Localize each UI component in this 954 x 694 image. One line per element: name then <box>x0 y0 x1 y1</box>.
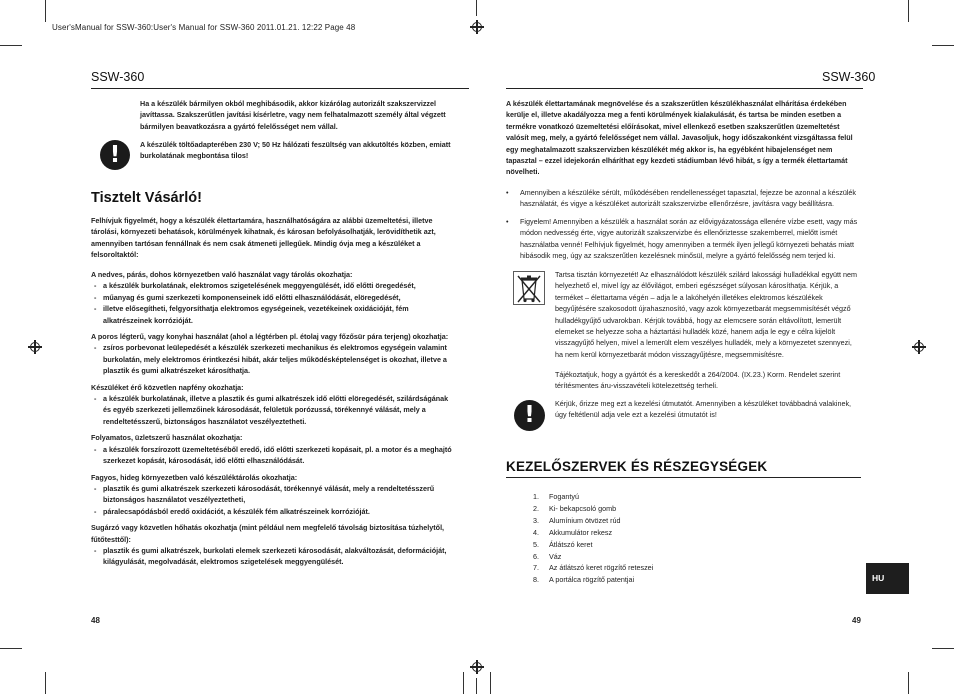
registration-mark-icon <box>912 340 926 354</box>
group-title: A nedves, párás, dohos környezetben való használat vagy tárolás okozhatja: <box>91 270 353 279</box>
language-tab: HU <box>866 563 909 594</box>
crop-mark <box>476 678 477 694</box>
list-item: - a készülék burkolatának, illetve a plasztik és gumi alkatrészek idő előtti elöregedését, szilárdságának és egyéb szerkezeti jellemzőinek károsodását, felületük porózussá, törékennyé válását, mely a rendeltetésszerű, biztonságos használatot veszélyeztetheti. <box>91 393 453 427</box>
parts-list-item: 2. Ki- bekapcsoló gomb <box>533 503 617 513</box>
keep-manual-notice: Kérjük, őrizze meg ezt a kezelési útmutatót. Amennyiben a készüléket továbbadná valakinek, úgy feltétlenül adja vele ezt a kezelési útmutatót is! <box>555 399 852 420</box>
group-title: Fagyos, hideg környezetben való készüléktárolás okozhatja: <box>91 472 298 482</box>
list-item: - zsíros porbevonat leülepedését a készülék szerkezeti mechanikus és elektromos egységein valamint burkolatán, mely elektromos érintkezési hibát, akár teljes működésképtelenséget is okozhat, illetve a plasztik és gumi alkatrészeket károsíthatja. <box>91 342 453 376</box>
crop-mark <box>45 0 46 22</box>
group <box>91 432 453 466</box>
right-page-number: 49 <box>852 616 861 625</box>
parts-list-item: 3. Alumínium ötvözet rúd <box>533 515 621 525</box>
parts-title-rule <box>506 477 861 478</box>
list-item: - illetve elősegítheti, felgyorsíthatja elektromos egységeinek, vezetékeinek oxidációját, fém alkatrészeinek korrózióját. <box>91 303 453 326</box>
crop-mark <box>463 672 464 694</box>
parts-list <box>525 491 653 586</box>
bullet-item: • Figyelem! Amennyiben a készülék a használat során az elővigyázatossága ellenére vízbe esett, vagy más módon nedvesség érte, vigye autorizált szakszervizbe és ellenőriztesse szakemberrel, mielőtt ismét használatba venné! Felhívjuk figyelmét, hogy amennyiben a termék ilyen jellegű környezeti behatás miatt hibásodik meg, úgy az szakszerűtlen kezelésnek minősül, melyre a gyártó felelősség nem terjed ki. <box>506 216 858 262</box>
recycling-notice: Tartsa tisztán környezetét! Az elhasználódott készülék szilárd lakossági hulladékkal együtt nem helyezhető el, mivel így az élővilágot, emberi egészséget súlyosan károsíthatja. Kérjük, a terméket – élettartama végén – adja le a lakóhelyén illetékes elektromos készülékek begyűjtésére szakosodott újrahasznosító, vagy azok környezetbarát megsemmisítését végző hulladékgyűjtő udvarokban. Kérjük továbbá, hogy az elemcsere során eltávolított, lemerült elemeket se helyezze soha a háztartási hulladék közé, hanem adja le egy e célra kijelölt visszagyűjtő helyen, mivel a lemerült elem veszélyes hulladék, mely a környezetet szennyezi, ha nem kerül környezetbarát módon visszagyűjtésre, megsemmisítésre. <box>555 270 858 359</box>
parts-list-item: 8. A portálca rögzítő patentjai <box>533 575 635 585</box>
group <box>91 269 453 326</box>
group-title: Folyamatos, üzletszerű használat okozhatja: <box>91 433 243 443</box>
registration-mark-icon <box>470 660 484 674</box>
right-header-rule <box>506 88 863 89</box>
crop-mark <box>908 0 909 22</box>
bullet-item: • Amennyiben a készüléke sérült, működésében rendellenességet tapasztal, fejezze be azonnal a készülék használatát, és vigye a készüléket autorizált szakszervizbe ellenőrzésre, javításra vagy beállításra. <box>506 187 858 210</box>
charger-warning: A készülék töltőadapterében 230 V; 50 Hz hálózati feszültség van akkutöltés közben, emiatt burkolatának megbontása tilos! <box>140 140 451 161</box>
left-model-name: SSW-360 <box>91 70 145 84</box>
group <box>91 331 453 377</box>
group <box>91 382 453 428</box>
list-item: - a készülék burkolatának, elektromos szigetelésének meggyengülését, idő előtti öregedését, <box>91 280 453 291</box>
registration-mark-icon <box>470 20 484 34</box>
crossed-out-bin-icon <box>513 271 545 305</box>
registration-mark-icon <box>28 340 42 354</box>
page-heading: Tisztelt Vásárló! <box>91 190 202 206</box>
parts-list-item: 4. Akkumulátor rekesz <box>533 527 613 537</box>
crop-mark <box>932 45 954 46</box>
list-item: - páralecsapódásból eredő oxidációt, a készülék fém alkatrészeinek korrózióját. <box>91 506 453 517</box>
environment-groups <box>91 269 453 568</box>
group <box>91 522 453 568</box>
crop-mark <box>0 648 22 649</box>
warning-bullets <box>506 187 858 267</box>
recycling-legal-note: Tájékoztatjuk, hogy a gyártót és a kereskedőt a 264/2004. (IX.23.) Korm. Rendelet szerint térítésmentes áru-visszavételi kötelezettség terheli. <box>555 370 841 391</box>
parts-list-item: 5. Átlátszó keret <box>533 539 593 549</box>
list-item: - műanyag és gumi szerkezeti komponenseinek idő előtti elhasználódását, elöregedését, <box>91 292 453 303</box>
left-header-rule <box>91 88 469 89</box>
parts-section-title: KEZELŐSZERVEK ÉS RÉSZEGYSÉGEK <box>506 459 768 474</box>
crop-mark <box>490 672 491 694</box>
parts-list-item: 7. Az átlátszó keret rögzítő reteszei <box>533 563 654 573</box>
intro-notice: Felhívjuk figyelmét, hogy a készülék élettartamára, használhatóságára az alábbi üzemeltetési, illetve tárolási, környezeti behatások, körülmények kihatnak, és károsan befolyásolhatják, lerövidíthetik azt, amennyiben tartósan fennállnak és nem csak átmeneti jellegűek. Mindig óvja meg a készüléket a felsoroltaktól: <box>91 216 436 260</box>
crop-mark <box>0 45 22 46</box>
list-item: - a készülék forszírozott üzemeltetéséből eredő, idő előtti szerkezeti kopásait, pl. a motor és a meghajtó szerkezet kopását, károsodását, idő előtti elhasználódását. <box>91 444 453 467</box>
list-item: - plasztik és gumi alkatrészek, burkolati elemek szerkezeti károsodását, alakváltozását, deformációját, kilágyulását, megolvadását, elektromos szigetelések meggyengülését. <box>91 545 453 568</box>
left-page-number: 48 <box>91 616 100 625</box>
group <box>91 472 453 518</box>
list-item: - plasztik és gumi alkatrészek szerkezeti károsodását, törékennyé válását, mely a rendeltetésszerű biztonságos használatot veszélyeztetheti, <box>91 483 453 506</box>
crop-mark <box>932 648 954 649</box>
lifetime-paragraph: A készülék élettartamának megnövelése és a szakszerűtlen készülékhasználat elhárítása érdekében kerülje el, illetve akadályozza meg a fenti körülmények kialakulását, és tartsa be minden esetben a termékre vonatkozó üzemeltetési előírásokat, mivel ellenkező esetben szakszerűtlen üzemeltetést valósít meg, mely, a gyártó felelősséget nem vállal. Javasoljuk, hogy időszakonként vizsgáltassa felül egy meghatalmazott szakszervizben készülékét még akkor is, ha egyébként hibajelenséget nem tapasztal – ezzel idejekorán elháríthat egy kezdeti stádiumban lévő hibát, s így a termék élettartamát növelheti. <box>506 99 853 177</box>
exclamation-icon: ! <box>100 140 130 170</box>
crop-mark <box>908 672 909 694</box>
group-title: Készüléket érő közvetlen napfény okozhatja: <box>91 382 244 392</box>
crop-mark <box>476 0 477 16</box>
parts-list-item: 1. Fogantyú <box>533 492 579 501</box>
parts-list-item: 6. Váz <box>533 551 562 561</box>
group-title: Sugárzó vagy közvetlen hőhatás okozhatja (mint például nem megfelelő távolság biztosítása túzhelytől, fűtőtesttől): <box>91 523 445 544</box>
group-title: A poros légterű, vagy konyhai használat (ahol a légtérben pl. étolaj vagy főzősür pára terjeng) okozhatja: <box>91 332 449 342</box>
intro-paragraph: Ha a készülék bármilyen okból meghibásodik, akkor kizárólag autorizált szakszervizzel javíttassa. Szakszerűtlen javítási kísérletre, vagy nem felhatalmazott személy által végzett bármilyen beavatkozásra a gyártó felelősséget nem vállal. <box>140 99 446 131</box>
right-model-name: SSW-360 <box>822 70 876 84</box>
crop-mark <box>45 672 46 694</box>
exclamation-icon: ! <box>514 400 545 431</box>
slug-line: User'sManual for SSW-360:User's Manual for SSW-360 2011.01.21. 12:22 Page 48 <box>52 23 356 32</box>
